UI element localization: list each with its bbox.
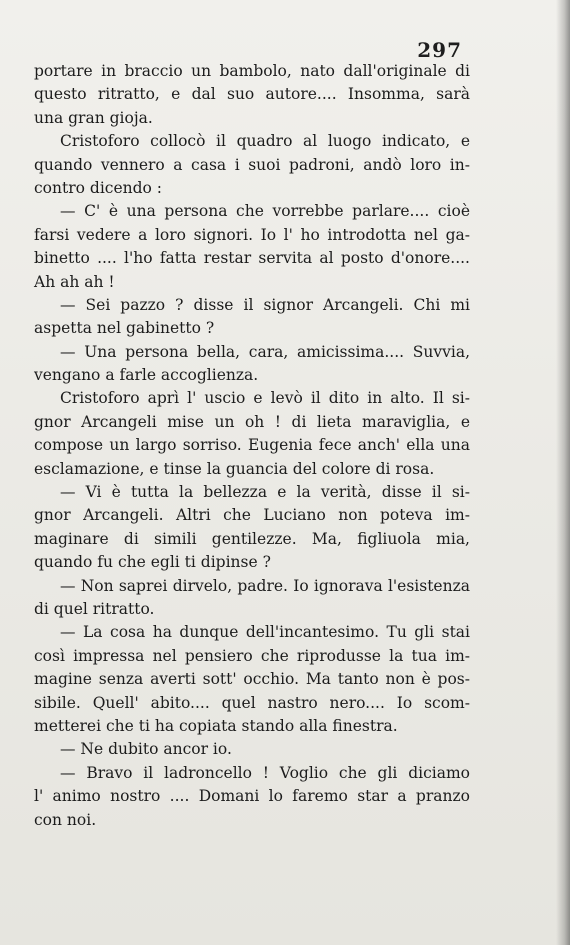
text-line: l' animo nostro .... Domani lo faremo star a pranzo: [34, 787, 470, 806]
text-line: maginare di simili gentilezze. Ma, figliuola mia,: [34, 529, 470, 548]
text-line: di quel ritratto.: [34, 599, 155, 618]
page-text: [34, 60, 470, 832]
text-line: — Bravo il ladroncello ! Voglio che gli diciamo: [60, 763, 470, 782]
text-line: — C' è una persona che vorrebbe parlare.... cioè: [60, 202, 470, 221]
text-line: — Ne dubito ancor io.: [60, 740, 232, 759]
text-line: vengano a farle accoglienza.: [34, 366, 259, 385]
text-line: — Sei pazzo ? disse il signor Arcangeli. Chi mi: [60, 295, 470, 314]
text-line: contro dicendo :: [34, 178, 163, 197]
text-line: questo ritratto, e dal suo autore.... Insomma, sarà: [34, 85, 470, 104]
text-line: metterei che ti ha copiata stando alla finestra.: [34, 716, 398, 735]
text-line: — La cosa ha dunque dell'incantesimo. Tu gli stai: [60, 623, 470, 642]
text-line: quando fu che egli ti dipinse ?: [34, 553, 271, 572]
text-line: farsi vedere a loro signori. Io l' ho introdotta nel ga-: [34, 225, 470, 244]
text-line: — Una persona bella, cara, amicissima.... Suvvia,: [60, 342, 470, 361]
text-line: gnor Arcangeli. Altri che Luciano non poteva im-: [34, 506, 470, 525]
text-line: sibile. Quell' abito.... quel nastro nero.... Io scom-: [34, 693, 470, 712]
text-line: con noi.: [34, 810, 97, 829]
text-line: magine senza averti sott' occhio. Ma tanto non è pos-: [34, 670, 470, 689]
text-line: Ah ah ah !: [34, 272, 115, 291]
text-line: quando vennero a casa i suoi padroni, andò loro in-: [34, 155, 470, 174]
text-line: Cristoforo collocò il quadro al luogo indicato, e: [60, 132, 470, 151]
text-line: binetto .... l'ho fatta restar servita al posto d'onore....: [34, 249, 470, 268]
text-line: — Vi è tutta la bellezza e la verità, disse il si-: [60, 483, 470, 502]
text-line: portare in braccio un bambolo, nato dall'originale di: [34, 62, 470, 80]
page-number: 297: [417, 38, 462, 62]
text-line: esclamazione, e tinse la guancia del colore di rosa.: [34, 459, 435, 478]
text-line: Cristoforo aprì l' uscio e levò il dito in alto. Il si-: [60, 389, 470, 408]
text-line: gnor Arcangeli mise un oh ! di lieta maraviglia, e: [34, 412, 470, 431]
text-line: — Non saprei dirvelo, padre. Io ignorava l'esistenza: [60, 576, 470, 595]
text-line: aspetta nel gabinetto ?: [34, 319, 215, 338]
text-line: una gran gioja.: [34, 108, 153, 127]
text-line: compose un largo sorriso. Eugenia fece anch' ella una: [34, 436, 470, 455]
text-line: così impressa nel pensiero che riprodusse la tua im-: [34, 646, 470, 665]
page-edge-shadow: [556, 0, 570, 945]
